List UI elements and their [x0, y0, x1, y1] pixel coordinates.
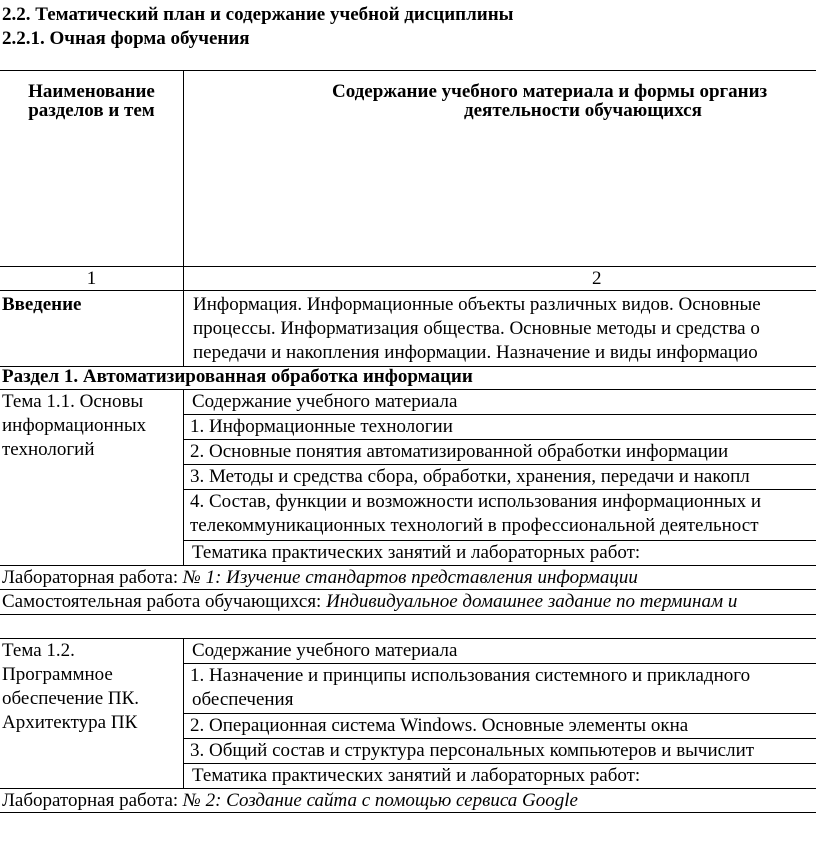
lab-row	[2, 789, 578, 813]
content-item: 2. Основные понятия автоматизированной обработки информации	[190, 441, 729, 462]
self-work-label: Самостоятельная работа обучающихся:	[2, 591, 322, 612]
lab-text: № 1: Изучение стандартов представления информации	[182, 567, 638, 588]
content-item: 4. Состав, функции и возможности использования информационных и	[190, 491, 762, 512]
col1-header-line1: Наименование	[28, 81, 155, 102]
topic-title-line: технологий	[2, 439, 95, 460]
content-header: Содержание учебного материала	[192, 640, 458, 661]
topic-title-line: обеспечение ПК.	[2, 688, 140, 709]
intro-title: Введение	[2, 294, 82, 315]
col1-number: 1	[86, 268, 97, 289]
col2-header-line1: Содержание учебного материала и формы организ	[332, 81, 768, 102]
content-item: 3. Методы и средства сбора, обработки, хранения, передачи и накопл	[190, 466, 750, 487]
section-title: Раздел 1. Автоматизированная обработка информации	[2, 366, 473, 387]
content-item: 2. Операционная система Windows. Основные элементы окна	[190, 715, 689, 736]
topic-title-line: Тема 1.2.	[2, 640, 75, 661]
content-item: обеспечения	[192, 689, 294, 710]
practice-header: Тематика практических занятий и лабораторных работ:	[192, 765, 641, 786]
topic-title-line: информационных	[2, 415, 147, 436]
content-item: телекоммуникационных технологий в профессиональной деятельност	[190, 515, 759, 536]
section-heading: 2.2. Тематический план и содержание учебной дисциплины	[2, 4, 514, 25]
topic-title-line: Тема 1.1. Основы	[2, 391, 144, 412]
lab-row	[2, 566, 638, 590]
lab-label: Лабораторная работа:	[2, 567, 179, 588]
self-work-row	[2, 590, 737, 614]
practice-header: Тематика практических занятий и лабораторных работ:	[192, 542, 641, 563]
content-item: 1. Назначение и принципы использования системного и прикладного	[190, 665, 751, 686]
intro-line: процессы. Информатизация общества. Основные методы и средства о	[193, 318, 760, 339]
content-item: 1. Информационные технологии	[190, 416, 453, 437]
col1-header-line2: разделов и тем	[28, 100, 155, 121]
col2-header-line2: деятельности обучающихся	[464, 100, 702, 121]
topic-title-line: Программное	[2, 664, 113, 685]
intro-line: передачи и накопления информации. Назначение и виды информацио	[193, 342, 758, 363]
self-work-text: Индивидуальное домашнее задание по терминам и	[326, 591, 738, 612]
content-header: Содержание учебного материала	[192, 391, 458, 412]
content-item: 3. Общий состав и структура персональных компьютеров и вычислит	[190, 740, 755, 761]
lab-label: Лабораторная работа:	[2, 790, 179, 811]
lab-text: № 2: Создание сайта с помощью сервиса Google	[182, 790, 578, 811]
subsection-heading: 2.2.1. Очная форма обучения	[2, 28, 250, 49]
topic-title-line: Архитектура ПК	[2, 712, 138, 733]
intro-line: Информация. Информационные объекты различных видов. Основные	[193, 294, 761, 315]
col2-number: 2	[592, 268, 602, 289]
